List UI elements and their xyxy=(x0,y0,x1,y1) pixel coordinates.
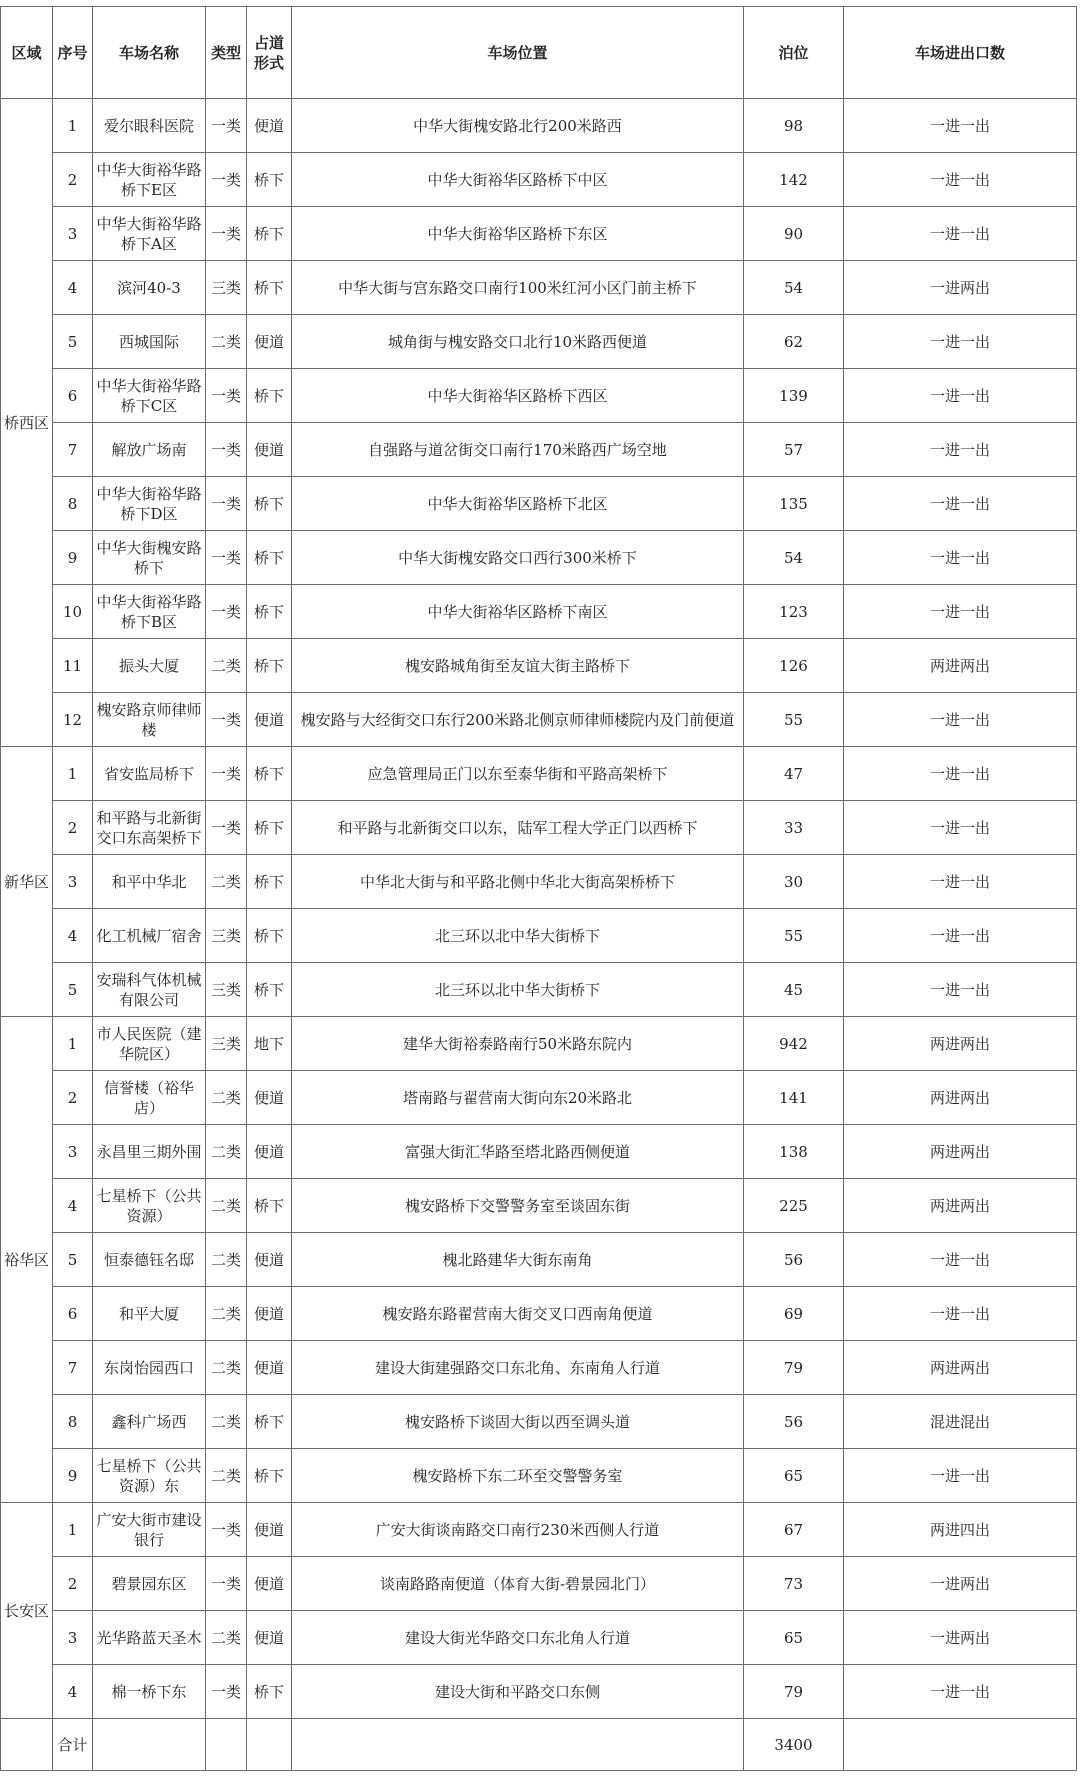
table-row xyxy=(1,315,1077,369)
region-cell: 裕华区 xyxy=(1,1017,53,1503)
header-row xyxy=(1,7,1077,99)
seq-cell: 1 xyxy=(53,747,93,801)
form-cell: 便道 xyxy=(247,1611,292,1665)
lot-name-cell: 省安监局桥下 xyxy=(93,747,206,801)
type-cell: 二类 xyxy=(206,855,247,909)
spaces-cell: 56 xyxy=(744,1233,844,1287)
region-cell: 新华区 xyxy=(1,747,53,1017)
entrances-cell: 一进一出 xyxy=(844,963,1077,1017)
header-seq: 序号 xyxy=(53,7,93,99)
spaces-cell: 123 xyxy=(744,585,844,639)
seq-cell: 11 xyxy=(53,639,93,693)
total-spaces: 3400 xyxy=(744,1719,844,1771)
lot-name-cell: 中华大街裕华路桥下A区 xyxy=(93,207,206,261)
entrances-cell: 两进两出 xyxy=(844,1071,1077,1125)
form-cell: 桥下 xyxy=(247,801,292,855)
spaces-cell: 69 xyxy=(744,1287,844,1341)
lot-name-cell: 棉一桥下东 xyxy=(93,1665,206,1719)
table-row xyxy=(1,1179,1077,1233)
lot-name-cell: 和平中华北 xyxy=(93,855,206,909)
spaces-cell: 30 xyxy=(744,855,844,909)
table-row xyxy=(1,261,1077,315)
table-row xyxy=(1,207,1077,261)
location-cell: 塔南路与翟营南大街向东20米路北 xyxy=(292,1071,744,1125)
table-row xyxy=(1,1611,1077,1665)
location-cell: 建华大街裕泰路南行50米路东院内 xyxy=(292,1017,744,1071)
type-cell: 三类 xyxy=(206,261,247,315)
type-cell: 三类 xyxy=(206,963,247,1017)
table-row xyxy=(1,747,1077,801)
total-empty-location xyxy=(292,1719,744,1771)
spaces-cell: 135 xyxy=(744,477,844,531)
seq-cell: 4 xyxy=(53,909,93,963)
form-cell: 便道 xyxy=(247,1071,292,1125)
spaces-cell: 65 xyxy=(744,1449,844,1503)
entrances-cell: 一进两出 xyxy=(844,1557,1077,1611)
lot-name-cell: 七星桥下（公共资源） xyxy=(93,1179,206,1233)
table-row xyxy=(1,1341,1077,1395)
form-cell: 桥下 xyxy=(247,207,292,261)
location-cell: 中华大街与宫东路交口南行100米红河小区门前主桥下 xyxy=(292,261,744,315)
entrances-cell: 一进两出 xyxy=(844,1611,1077,1665)
lot-name-cell: 东岗怡园西口 xyxy=(93,1341,206,1395)
spaces-cell: 57 xyxy=(744,423,844,477)
spaces-cell: 225 xyxy=(744,1179,844,1233)
entrances-cell: 一进一出 xyxy=(844,585,1077,639)
table-row xyxy=(1,153,1077,207)
form-cell: 桥下 xyxy=(247,639,292,693)
form-cell: 便道 xyxy=(247,315,292,369)
lot-name-cell: 化工机械厂宿舍 xyxy=(93,909,206,963)
location-cell: 建设大街建强路交口东北角、东南角人行道 xyxy=(292,1341,744,1395)
table-row xyxy=(1,99,1077,153)
entrances-cell: 一进一出 xyxy=(844,747,1077,801)
spaces-cell: 126 xyxy=(744,639,844,693)
lot-name-cell: 安瑞科气体机械有限公司 xyxy=(93,963,206,1017)
form-cell: 便道 xyxy=(247,693,292,747)
form-cell: 便道 xyxy=(247,1125,292,1179)
seq-cell: 4 xyxy=(53,261,93,315)
seq-cell: 8 xyxy=(53,1395,93,1449)
lot-name-cell: 和平大厦 xyxy=(93,1287,206,1341)
type-cell: 二类 xyxy=(206,639,247,693)
location-cell: 中华大街裕华区路桥下中区 xyxy=(292,153,744,207)
location-cell: 北三环以北中华大街桥下 xyxy=(292,963,744,1017)
entrances-cell: 混进混出 xyxy=(844,1395,1077,1449)
seq-cell: 7 xyxy=(53,1341,93,1395)
type-cell: 一类 xyxy=(206,1665,247,1719)
lot-name-cell: 爱尔眼科医院 xyxy=(93,99,206,153)
entrances-cell: 两进两出 xyxy=(844,1341,1077,1395)
table-row xyxy=(1,423,1077,477)
entrances-cell: 一进一出 xyxy=(844,207,1077,261)
form-cell: 桥下 xyxy=(247,531,292,585)
entrances-cell: 一进一出 xyxy=(844,1233,1077,1287)
spaces-cell: 45 xyxy=(744,963,844,1017)
location-cell: 自强路与道岔街交口南行170米路西广场空地 xyxy=(292,423,744,477)
type-cell: 三类 xyxy=(206,909,247,963)
form-cell: 便道 xyxy=(247,1557,292,1611)
entrances-cell: 一进两出 xyxy=(844,261,1077,315)
type-cell: 三类 xyxy=(206,1017,247,1071)
table-row xyxy=(1,477,1077,531)
type-cell: 一类 xyxy=(206,207,247,261)
seq-cell: 10 xyxy=(53,585,93,639)
spaces-cell: 79 xyxy=(744,1341,844,1395)
seq-cell: 3 xyxy=(53,207,93,261)
type-cell: 一类 xyxy=(206,99,247,153)
entrances-cell: 一进一出 xyxy=(844,855,1077,909)
lot-name-cell: 和平路与北新街交口东高架桥下 xyxy=(93,801,206,855)
location-cell: 中华大街裕华区路桥下东区 xyxy=(292,207,744,261)
type-cell: 二类 xyxy=(206,1341,247,1395)
lot-name-cell: 西城国际 xyxy=(93,315,206,369)
seq-cell: 4 xyxy=(53,1179,93,1233)
entrances-cell: 一进一出 xyxy=(844,909,1077,963)
entrances-cell: 两进两出 xyxy=(844,1017,1077,1071)
seq-cell: 6 xyxy=(53,369,93,423)
seq-cell: 1 xyxy=(53,1017,93,1071)
header-form: 占道形式 xyxy=(247,7,292,99)
form-cell: 桥下 xyxy=(247,153,292,207)
lot-name-cell: 中华大街槐安路桥下 xyxy=(93,531,206,585)
location-cell: 槐安路桥下交警警务室至谈固东街 xyxy=(292,1179,744,1233)
header-location: 车场位置 xyxy=(292,7,744,99)
entrances-cell: 两进四出 xyxy=(844,1503,1077,1557)
lot-name-cell: 恒泰德钰名邸 xyxy=(93,1233,206,1287)
type-cell: 一类 xyxy=(206,1503,247,1557)
entrances-cell: 一进一出 xyxy=(844,1665,1077,1719)
spaces-cell: 139 xyxy=(744,369,844,423)
entrances-cell: 一进一出 xyxy=(844,99,1077,153)
type-cell: 一类 xyxy=(206,747,247,801)
type-cell: 一类 xyxy=(206,369,247,423)
type-cell: 一类 xyxy=(206,477,247,531)
lot-name-cell: 市人民医院（建华院区） xyxy=(93,1017,206,1071)
lot-name-cell: 中华大街裕华路桥下D区 xyxy=(93,477,206,531)
form-cell: 便道 xyxy=(247,423,292,477)
total-empty-entrances xyxy=(844,1719,1077,1771)
total-region-cell xyxy=(1,1719,53,1771)
seq-cell: 5 xyxy=(53,315,93,369)
location-cell: 广安大街谈南路交口南行230米西侧人行道 xyxy=(292,1503,744,1557)
header-type: 类型 xyxy=(206,7,247,99)
location-cell: 富强大街汇华路至塔北路西侧便道 xyxy=(292,1125,744,1179)
location-cell: 中华大街槐安路北行200米路西 xyxy=(292,99,744,153)
form-cell: 桥下 xyxy=(247,1449,292,1503)
location-cell: 谈南路路南便道（体育大街-碧景园北门） xyxy=(292,1557,744,1611)
type-cell: 二类 xyxy=(206,1287,247,1341)
lot-name-cell: 滨河40-3 xyxy=(93,261,206,315)
entrances-cell: 两进两出 xyxy=(844,1125,1077,1179)
form-cell: 便道 xyxy=(247,1287,292,1341)
entrances-cell: 一进一出 xyxy=(844,369,1077,423)
form-cell: 桥下 xyxy=(247,963,292,1017)
lot-name-cell: 中华大街裕华路桥下C区 xyxy=(93,369,206,423)
type-cell: 一类 xyxy=(206,585,247,639)
lot-name-cell: 槐安路京师律师楼 xyxy=(93,693,206,747)
table-row xyxy=(1,1017,1077,1071)
seq-cell: 6 xyxy=(53,1287,93,1341)
location-cell: 建设大街和平路交口东侧 xyxy=(292,1665,744,1719)
seq-cell: 2 xyxy=(53,801,93,855)
entrances-cell: 一进一出 xyxy=(844,531,1077,585)
entrances-cell: 一进一出 xyxy=(844,801,1077,855)
form-cell: 桥下 xyxy=(247,477,292,531)
location-cell: 和平路与北新街交口以东，陆军工程大学正门以西桥下 xyxy=(292,801,744,855)
total-empty-type xyxy=(206,1719,247,1771)
table-row xyxy=(1,1287,1077,1341)
spaces-cell: 138 xyxy=(744,1125,844,1179)
spaces-cell: 141 xyxy=(744,1071,844,1125)
type-cell: 一类 xyxy=(206,153,247,207)
table-row xyxy=(1,801,1077,855)
seq-cell: 12 xyxy=(53,693,93,747)
spaces-cell: 55 xyxy=(744,693,844,747)
form-cell: 桥下 xyxy=(247,1395,292,1449)
entrances-cell: 两进两出 xyxy=(844,639,1077,693)
lot-name-cell: 信誉楼（裕华店） xyxy=(93,1071,206,1125)
type-cell: 二类 xyxy=(206,1125,247,1179)
type-cell: 一类 xyxy=(206,423,247,477)
region-cell: 长安区 xyxy=(1,1503,53,1719)
spaces-cell: 79 xyxy=(744,1665,844,1719)
seq-cell: 5 xyxy=(53,963,93,1017)
spaces-cell: 56 xyxy=(744,1395,844,1449)
spaces-cell: 33 xyxy=(744,801,844,855)
form-cell: 便道 xyxy=(247,1503,292,1557)
seq-cell: 9 xyxy=(53,531,93,585)
region-cell: 桥西区 xyxy=(1,99,53,747)
lot-name-cell: 碧景园东区 xyxy=(93,1557,206,1611)
location-cell: 槐安路城角街至友谊大街主路桥下 xyxy=(292,639,744,693)
form-cell: 桥下 xyxy=(247,1179,292,1233)
location-cell: 城角街与槐安路交口北行10米路西便道 xyxy=(292,315,744,369)
seq-cell: 3 xyxy=(53,1611,93,1665)
seq-cell: 9 xyxy=(53,1449,93,1503)
table-row xyxy=(1,531,1077,585)
entrances-cell: 一进一出 xyxy=(844,1449,1077,1503)
location-cell: 中华大街裕华区路桥下南区 xyxy=(292,585,744,639)
total-empty-form xyxy=(247,1719,292,1771)
table-body xyxy=(1,99,1077,1719)
table-row xyxy=(1,1071,1077,1125)
lot-name-cell: 解放广场南 xyxy=(93,423,206,477)
form-cell: 桥下 xyxy=(247,747,292,801)
table-row xyxy=(1,585,1077,639)
spaces-cell: 55 xyxy=(744,909,844,963)
total-row xyxy=(1,1719,1077,1771)
form-cell: 便道 xyxy=(247,99,292,153)
table-row xyxy=(1,1233,1077,1287)
type-cell: 一类 xyxy=(206,801,247,855)
form-cell: 便道 xyxy=(247,1233,292,1287)
entrances-cell: 一进一出 xyxy=(844,423,1077,477)
form-cell: 桥下 xyxy=(247,1665,292,1719)
header-name: 车场名称 xyxy=(93,7,206,99)
location-cell: 中华大街裕华区路桥下北区 xyxy=(292,477,744,531)
type-cell: 二类 xyxy=(206,1611,247,1665)
entrances-cell: 两进两出 xyxy=(844,1179,1077,1233)
spaces-cell: 62 xyxy=(744,315,844,369)
location-cell: 应急管理局正门以东至泰华街和平路高架桥下 xyxy=(292,747,744,801)
type-cell: 二类 xyxy=(206,1395,247,1449)
table-row xyxy=(1,1557,1077,1611)
table-row xyxy=(1,1125,1077,1179)
header-region: 区域 xyxy=(1,7,53,99)
location-cell: 槐安路与大经街交口东行200米路北侧京师律师楼院内及门前便道 xyxy=(292,693,744,747)
seq-cell: 2 xyxy=(53,1071,93,1125)
table-row xyxy=(1,855,1077,909)
table-row xyxy=(1,1665,1077,1719)
location-cell: 北三环以北中华大街桥下 xyxy=(292,909,744,963)
location-cell: 槐北路建华大街东南角 xyxy=(292,1233,744,1287)
seq-cell: 8 xyxy=(53,477,93,531)
entrances-cell: 一进一出 xyxy=(844,477,1077,531)
form-cell: 便道 xyxy=(247,1341,292,1395)
type-cell: 一类 xyxy=(206,531,247,585)
spaces-cell: 73 xyxy=(744,1557,844,1611)
seq-cell: 1 xyxy=(53,1503,93,1557)
seq-cell: 5 xyxy=(53,1233,93,1287)
form-cell: 桥下 xyxy=(247,369,292,423)
form-cell: 桥下 xyxy=(247,855,292,909)
seq-cell: 2 xyxy=(53,153,93,207)
spaces-cell: 98 xyxy=(744,99,844,153)
spaces-cell: 65 xyxy=(744,1611,844,1665)
lot-name-cell: 振头大厦 xyxy=(93,639,206,693)
seq-cell: 4 xyxy=(53,1665,93,1719)
seq-cell: 3 xyxy=(53,1125,93,1179)
type-cell: 二类 xyxy=(206,1449,247,1503)
location-cell: 建设大街光华路交口东北角人行道 xyxy=(292,1611,744,1665)
table-row xyxy=(1,369,1077,423)
location-cell: 中华大街槐安路交口西行300米桥下 xyxy=(292,531,744,585)
form-cell: 桥下 xyxy=(247,909,292,963)
header-spaces: 泊位 xyxy=(744,7,844,99)
table-row xyxy=(1,1395,1077,1449)
spaces-cell: 942 xyxy=(744,1017,844,1071)
seq-cell: 7 xyxy=(53,423,93,477)
lot-name-cell: 鑫科广场西 xyxy=(93,1395,206,1449)
spaces-cell: 142 xyxy=(744,153,844,207)
type-cell: 一类 xyxy=(206,693,247,747)
spaces-cell: 90 xyxy=(744,207,844,261)
type-cell: 二类 xyxy=(206,1233,247,1287)
seq-cell: 3 xyxy=(53,855,93,909)
spaces-cell: 54 xyxy=(744,261,844,315)
table-row xyxy=(1,639,1077,693)
type-cell: 二类 xyxy=(206,1179,247,1233)
table-row xyxy=(1,963,1077,1017)
location-cell: 中华北大街与和平路北侧中华北大街高架桥桥下 xyxy=(292,855,744,909)
type-cell: 一类 xyxy=(206,1557,247,1611)
type-cell: 二类 xyxy=(206,1071,247,1125)
location-cell: 槐安路东路翟营南大街交叉口西南角便道 xyxy=(292,1287,744,1341)
table-row xyxy=(1,909,1077,963)
parking-lot-table xyxy=(0,6,1077,1771)
type-cell: 二类 xyxy=(206,315,247,369)
form-cell: 地下 xyxy=(247,1017,292,1071)
location-cell: 槐安路桥下东二环至交警警务室 xyxy=(292,1449,744,1503)
lot-name-cell: 广安大街市建设银行 xyxy=(93,1503,206,1557)
spaces-cell: 54 xyxy=(744,531,844,585)
table-row xyxy=(1,693,1077,747)
table-row xyxy=(1,1449,1077,1503)
header-entrances: 车场进出口数 xyxy=(844,7,1077,99)
seq-cell: 2 xyxy=(53,1557,93,1611)
entrances-cell: 一进一出 xyxy=(844,315,1077,369)
spaces-cell: 47 xyxy=(744,747,844,801)
location-cell: 槐安路桥下谈固大街以西至调头道 xyxy=(292,1395,744,1449)
form-cell: 桥下 xyxy=(247,585,292,639)
lot-name-cell: 中华大街裕华路桥下E区 xyxy=(93,153,206,207)
entrances-cell: 一进一出 xyxy=(844,693,1077,747)
location-cell: 中华大街裕华区路桥下西区 xyxy=(292,369,744,423)
entrances-cell: 一进一出 xyxy=(844,153,1077,207)
table-row xyxy=(1,1503,1077,1557)
form-cell: 桥下 xyxy=(247,261,292,315)
lot-name-cell: 光华路蓝天圣木 xyxy=(93,1611,206,1665)
spaces-cell: 67 xyxy=(744,1503,844,1557)
total-empty-name xyxy=(93,1719,206,1771)
lot-name-cell: 七星桥下（公共资源）东 xyxy=(93,1449,206,1503)
total-label: 合计 xyxy=(53,1719,93,1771)
lot-name-cell: 中华大街裕华路桥下B区 xyxy=(93,585,206,639)
seq-cell: 1 xyxy=(53,99,93,153)
lot-name-cell: 永昌里三期外围 xyxy=(93,1125,206,1179)
entrances-cell: 一进一出 xyxy=(844,1287,1077,1341)
